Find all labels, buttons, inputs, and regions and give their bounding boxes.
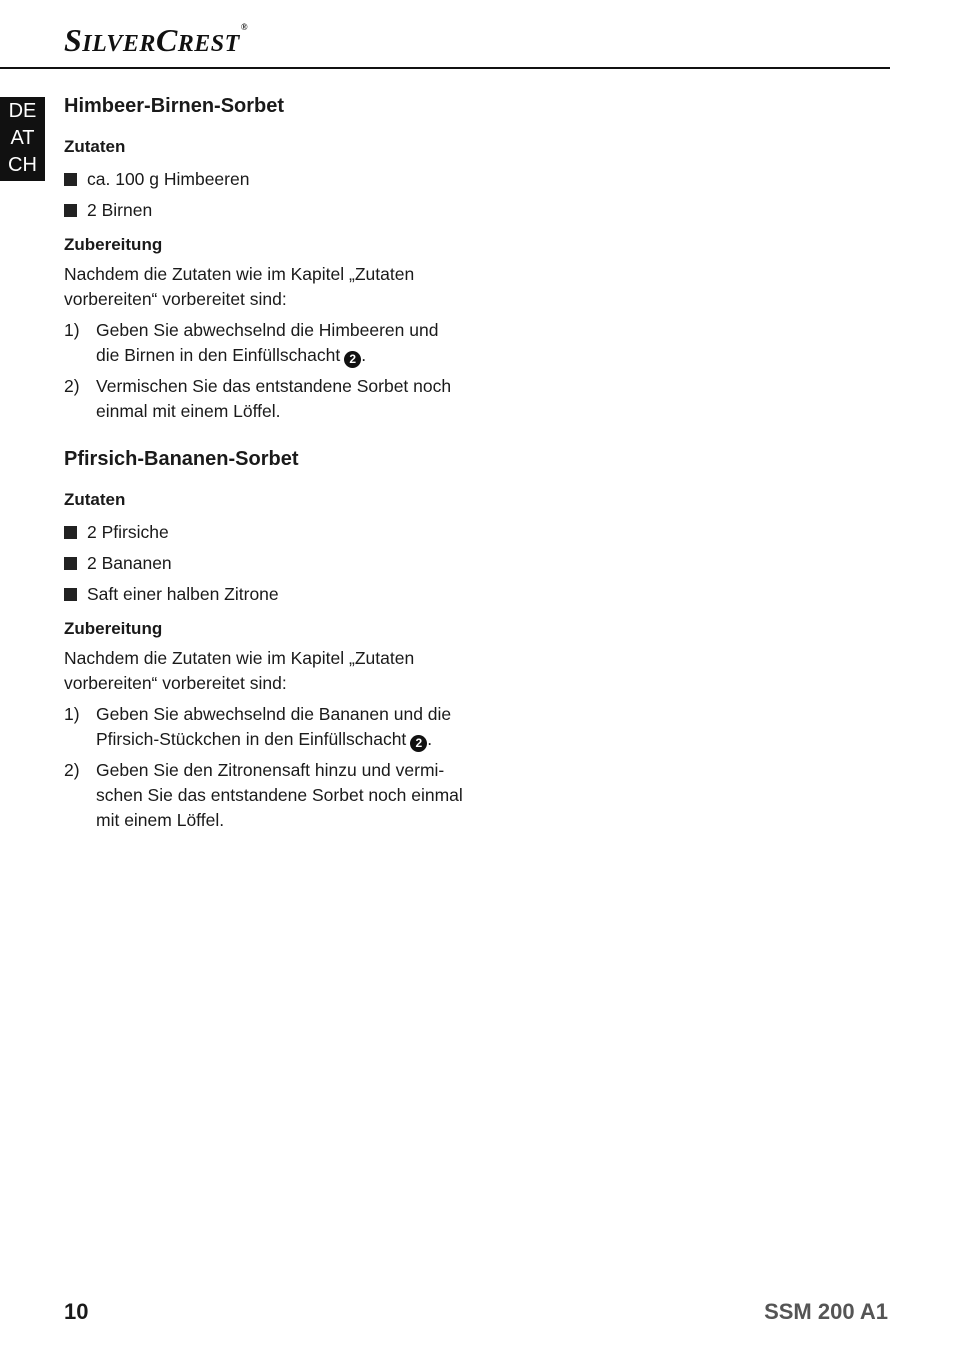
step-text: Geben Sie abwechselnd die Bananen und die Pfirsich-Stückchen in den Einfüllschacht bbox=[96, 704, 452, 749]
part-reference-icon: 2 bbox=[344, 351, 361, 368]
list-item: 2 Bananen bbox=[64, 551, 464, 576]
brand-logo: SILVERCREST® bbox=[64, 22, 249, 58]
step-item bbox=[64, 758, 464, 833]
page-number: 10 bbox=[64, 1299, 89, 1324]
preparation-intro: Nachdem die Zutaten wie im Kapitel „Zutaten vorbereiten“ vorbereitet sind: bbox=[64, 264, 415, 309]
part-reference-icon: 2 bbox=[410, 735, 427, 752]
step-text: Geben Sie den Zitronensaft hinzu und vermi-schen Sie das entstandene Sorbet noch einmal mit einem Löffel. bbox=[96, 760, 463, 830]
steps-list bbox=[64, 702, 464, 833]
step-number: 1) bbox=[64, 704, 80, 724]
ingredients-list bbox=[64, 167, 464, 223]
language-tab bbox=[0, 97, 45, 181]
step-item: 1) Geben Sie abwechselnd die Himbeeren und die Birnen in den Einfüllschacht 2 . bbox=[64, 320, 439, 366]
ingredients-list bbox=[64, 520, 464, 607]
recipe-title: Pfirsich-Bananen-Sorbet bbox=[64, 448, 299, 470]
list-item: 2 Birnen bbox=[64, 198, 464, 223]
recipe-title: Himbeer-Birnen-Sorbet bbox=[64, 95, 285, 117]
lang-de: DE bbox=[8, 100, 37, 122]
step-number: 1) bbox=[64, 320, 80, 340]
preparation-heading: Zubereitung bbox=[64, 619, 163, 638]
list-item: 2 Pfirsiche bbox=[64, 520, 464, 545]
header-divider bbox=[0, 67, 890, 69]
ingredients-heading: Zutaten bbox=[64, 137, 126, 156]
list-item: Saft einer halben Zitrone bbox=[64, 582, 464, 607]
main-content bbox=[64, 93, 464, 839]
preparation-heading: Zubereitung bbox=[64, 235, 163, 254]
step-item: 1) Geben Sie abwechselnd die Bananen und die Pfirsich-Stückchen in den Einfüllschacht 2 . bbox=[64, 704, 452, 750]
step-number: 2) bbox=[64, 760, 80, 780]
lang-ch: CH bbox=[8, 154, 37, 176]
step-text: Vermischen Sie das entstandene Sorbet noch einmal mit einem Löffel. bbox=[96, 376, 452, 421]
ingredients-heading: Zutaten bbox=[64, 490, 126, 509]
steps-list bbox=[64, 318, 464, 424]
preparation-intro: Nachdem die Zutaten wie im Kapitel „Zutaten vorbereiten“ vorbereitet sind: bbox=[64, 648, 415, 693]
step-item bbox=[64, 374, 464, 424]
step-text: Geben Sie abwechselnd die Himbeeren und die Birnen in den Einfüllschacht bbox=[96, 320, 439, 365]
list-item: ca. 100 g Himbeeren bbox=[64, 167, 464, 192]
model-number: SSM 200 A1 bbox=[764, 1299, 888, 1324]
step-number: 2) bbox=[64, 376, 80, 396]
lang-at: AT bbox=[10, 127, 35, 149]
